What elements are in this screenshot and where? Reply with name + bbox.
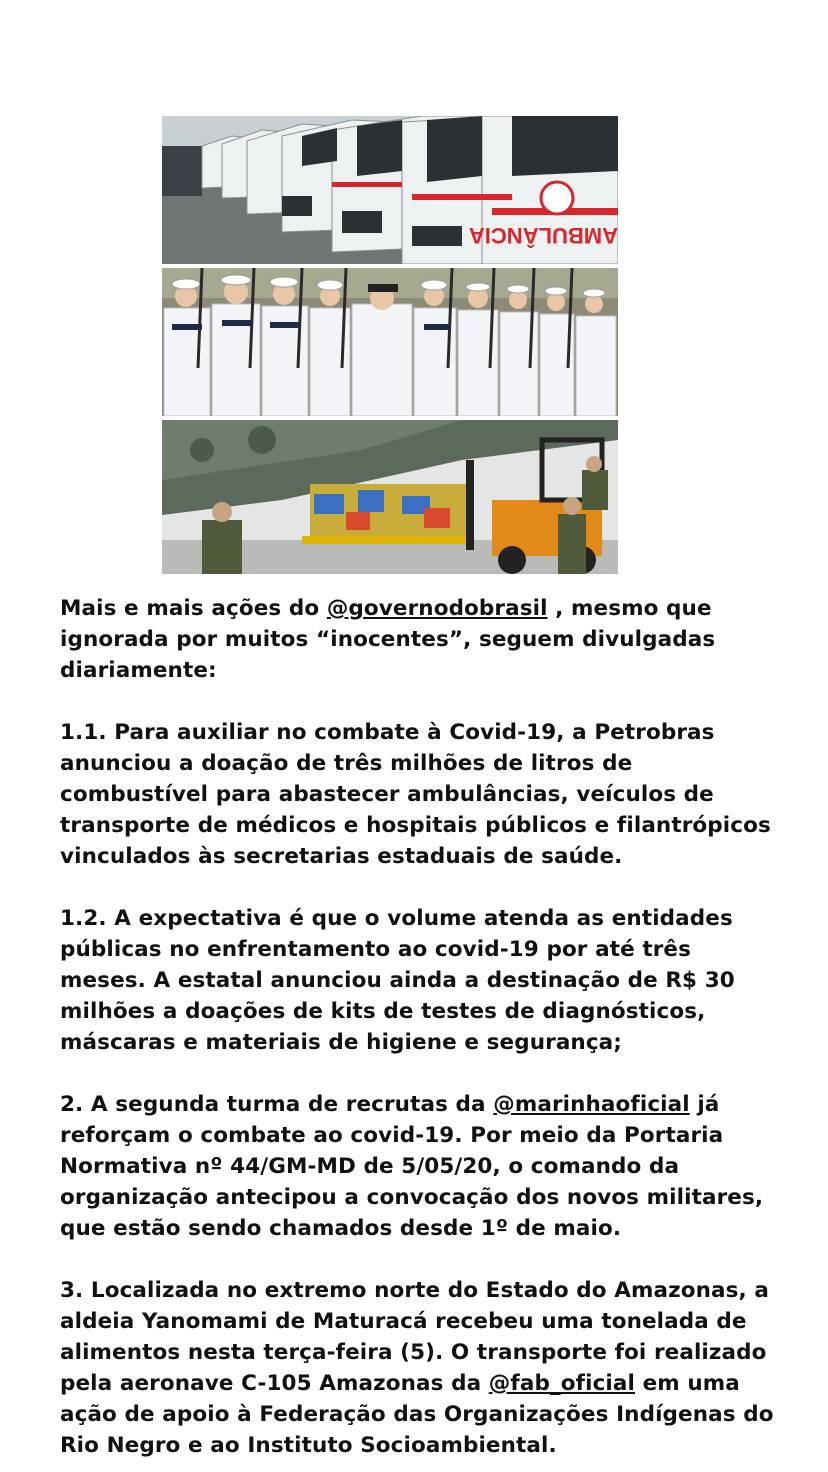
post-caption [60,593,780,1472]
mention-fab-oficial-link[interactable]: @fab_oficial [488,1371,635,1396]
paragraph-2: 2. A segunda turma de recrutas da @marinhaoficial já reforçam o combate ao covid-19. Por meio da Portaria Normativa nº 44/GM-MD de 5/05/20, o comando da organização antecipou a convocação dos novos militares, que estão sendo chamados desde 1º de maio. [60,1092,764,1241]
intro-paragraph: Mais e mais ações do @governodobrasil , mesmo que ignorada por muitos “inocentes”, seguem divulgadas diariamente: [60,596,716,683]
ambulance-text: AMBULÂNCIA [468,223,618,248]
ambulance-photo [162,116,618,264]
mention-governodobrasil-link[interactable]: @governodobrasil [326,596,548,621]
paragraph-1-1: 1.1. Para auxiliar no combate à Covid-19, a Petrobras anunciou a doação de três milhões de litros de combustível para abastecer ambulâncias, veículos de transporte de médicos e hospitais públicos e filantrópicos vinculados às secretarias estaduais de saúde. [60,720,771,869]
sailors-photo [162,268,618,416]
aircraft-cargo-photo [162,420,618,574]
paragraph-3: 3. Localizada no extremo norte do Estado do Amazonas, a aldeia Yanomami de Maturacá recebeu uma tonelada de alimentos nesta terça-feira (5). O transporte foi realizado pela aeronave C-105 Amazonas da @fab_oficial em uma ação de apoio à Federação das Organizações Indígenas do Rio Negro e ao Instituto Socioambiental. [60,1278,774,1458]
paragraph-1-2: 1.2. A expectativa é que o volume atenda as entidades públicas no enfrentamento ao covid-19 por até três meses. A estatal anunciou ainda a destinação de R$ 30 milhões a doações de kits de testes de diagnósticos, máscaras e materiais de higiene e segurança; [60,906,735,1055]
mention-marinhaoficial-link[interactable]: @marinhaoficial [493,1092,690,1117]
